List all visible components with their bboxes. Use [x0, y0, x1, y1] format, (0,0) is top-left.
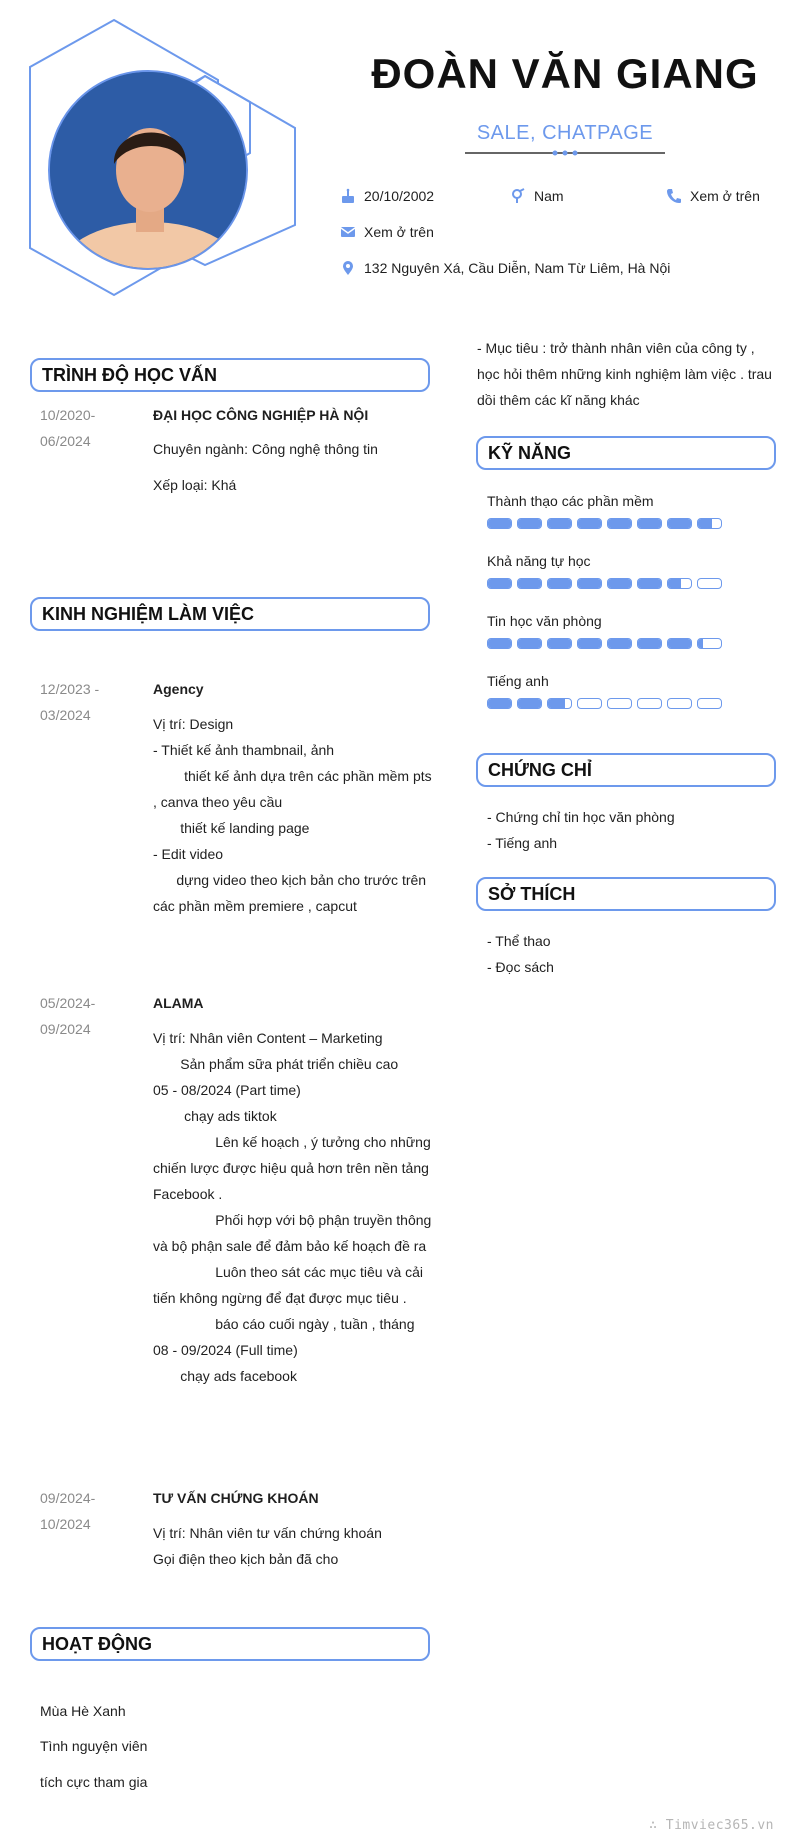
watermark: [649, 1818, 774, 1833]
skill-level-segment: [487, 698, 512, 709]
skill-level-segment: [667, 578, 692, 589]
job-line: Vị trí: Design: [153, 716, 234, 732]
title-underline: [465, 149, 665, 157]
skill-level-segment: [517, 638, 542, 649]
job-line: tiến không ngừng để đạt được mục tiêu .: [153, 1290, 407, 1306]
skill-level-segment: [577, 698, 602, 709]
job-line: Phối hợp với bộ phận truyền thông: [153, 1212, 432, 1228]
school-name: ĐẠI HỌC CÔNG NGHIỆP HÀ NỘI: [153, 407, 369, 423]
avatar: [48, 70, 248, 270]
skill-level-segment: [607, 698, 632, 709]
job-line: Vị trí: Nhân viên Content – Marketing: [153, 1030, 383, 1046]
job-line: báo cáo cuối ngày , tuần , tháng: [153, 1316, 415, 1332]
skill-level-segment: [697, 518, 722, 529]
skill-level-segment: [637, 518, 662, 529]
skill-level-segment: [637, 638, 662, 649]
job-line: Gọi điện theo kịch bản đã cho: [153, 1551, 339, 1567]
job-line: và bộ phận sale để đảm bảo kế hoạch đề ra: [153, 1238, 427, 1254]
job-line: 05 - 08/2024 (Part time): [153, 1082, 301, 1098]
skill-level-segment: [577, 518, 602, 529]
skills-heading: KỸ NĂNG: [476, 436, 776, 470]
job-line: Facebook .: [153, 1186, 223, 1202]
job-line: chạy ads tiktok: [153, 1108, 277, 1124]
skill-name: Khả năng tự học: [487, 553, 591, 569]
job-date-start: 09/2024-: [40, 1490, 96, 1506]
skill-level-bar: [487, 518, 722, 529]
skill-level-segment: [607, 638, 632, 649]
skill-level-segment: [487, 578, 512, 589]
certificate-item: - Chứng chỉ tin học văn phòng: [487, 809, 675, 825]
job-line: thiết kế ảnh dựa trên các phần mềm pts: [153, 768, 432, 784]
job-line: - Edit video: [153, 846, 224, 862]
job-line: Luôn theo sát các mục tiêu và cải: [153, 1264, 424, 1280]
skill-level-segment: [667, 518, 692, 529]
job-date-end: 10/2024: [40, 1516, 91, 1532]
job-date-end: 09/2024: [40, 1021, 91, 1037]
job-date-start: 12/2023 -: [40, 681, 100, 697]
skill-level-segment: [547, 638, 572, 649]
address-info: [340, 260, 670, 276]
skill-level-segment: [547, 578, 572, 589]
job-line: chiến lược được hiệu quả hơn trên nền tảng: [153, 1160, 429, 1176]
email-info: [340, 224, 434, 240]
activity-item: Mùa Hè Xanh: [40, 1703, 126, 1719]
skill-level-segment: [487, 638, 512, 649]
hobbies-heading: SỞ THÍCH: [476, 877, 776, 911]
birthday-value: 20/10/2002: [364, 188, 435, 204]
skill-level-segment: [487, 518, 512, 529]
job-title: SALE, CHATPAGE: [476, 122, 654, 144]
job-line: chạy ads facebook: [153, 1368, 297, 1384]
job-line: dựng video theo kịch bản cho trước trên: [153, 872, 427, 888]
skill-level-segment: [577, 578, 602, 589]
skill-level-segment: [637, 578, 662, 589]
skill-level-bar: [487, 578, 722, 589]
job-line: Vị trí: Nhân viên tư vấn chứng khoán: [153, 1525, 382, 1541]
location-pin-icon: [340, 260, 356, 276]
skill-level-segment: [697, 698, 722, 709]
job-line: 08 - 09/2024 (Full time): [153, 1342, 298, 1358]
skill-level-segment: [517, 698, 542, 709]
gender-info: [510, 188, 564, 204]
certificate-item: - Tiếng anh: [487, 835, 558, 851]
skill-level-segment: [607, 518, 632, 529]
phone-info: [666, 188, 760, 204]
experience-heading: KINH NGHIỆM LÀM VIỆC: [30, 597, 430, 631]
gender-icon: [510, 188, 526, 204]
job-company: ALAMA: [153, 995, 204, 1011]
skill-level-segment: [667, 698, 692, 709]
job-date-start: 05/2024-: [40, 995, 96, 1011]
hobby-item: - Thể thao: [487, 933, 551, 949]
logo-dots-icon: ∴: [649, 1818, 666, 1833]
activity-item: Tình nguyện viên: [40, 1738, 148, 1754]
career-objective: - Mục tiêu : trở thành nhân viên của công ty , học hỏi thêm những kinh nghiệm làm việc . trau dồi thêm các kĩ năng khác: [477, 340, 772, 408]
job-description: [153, 1025, 431, 1389]
skill-level-segment: [547, 698, 572, 709]
skill-level-segment: [667, 638, 692, 649]
skill-level-segment: [607, 578, 632, 589]
skill-name: Tin học văn phòng: [487, 613, 602, 629]
job-line: thiết kế landing page: [153, 820, 310, 836]
skill-level-bar: [487, 638, 722, 649]
skill-level-segment: [517, 518, 542, 529]
education-date-end: 06/2024: [40, 433, 91, 449]
job-date-end: 03/2024: [40, 707, 91, 723]
job-company: TƯ VẤN CHỨNG KHOÁN: [153, 1490, 319, 1506]
hobby-item: - Đọc sách: [487, 959, 554, 975]
education-heading: TRÌNH ĐỘ HỌC VẤN: [30, 358, 430, 392]
job-line: Lên kế hoạch , ý tưởng cho những: [153, 1134, 431, 1150]
skill-level-bar: [487, 698, 722, 709]
skill-level-segment: [547, 518, 572, 529]
activity-item: tích cực tham gia: [40, 1774, 148, 1790]
email-value: Xem ở trên: [364, 224, 434, 240]
job-description: [153, 1520, 382, 1572]
gender-value: Nam: [534, 188, 564, 204]
skill-level-segment: [697, 578, 722, 589]
skill-name: Tiếng anh: [487, 673, 549, 689]
candidate-name: ĐOÀN VĂN GIANG: [371, 50, 759, 97]
cake-icon: [340, 188, 356, 204]
phone-icon: [666, 188, 682, 204]
job-description: [153, 711, 432, 919]
education-major: Chuyên ngành: Công nghệ thông tin: [153, 441, 378, 457]
job-line: - Thiết kế ảnh thambnail, ảnh: [153, 742, 335, 758]
job-line: các phần mềm premiere , capcut: [153, 898, 357, 914]
skill-level-segment: [517, 578, 542, 589]
skill-level-segment: [697, 638, 722, 649]
skill-name: Thành thạo các phần mềm: [487, 493, 654, 509]
activities-heading: HOẠT ĐỘNG: [30, 1627, 430, 1661]
phone-value: Xem ở trên: [690, 188, 760, 204]
skill-level-segment: [577, 638, 602, 649]
watermark-text: Timviec365.vn: [665, 1818, 774, 1833]
job-line: , canva theo yêu cầu: [153, 794, 283, 810]
job-company: Agency: [153, 681, 204, 697]
certificates-heading: CHỨNG CHỈ: [476, 753, 776, 787]
education-grade: Xếp loại: Khá: [153, 477, 237, 493]
envelope-icon: [340, 224, 356, 240]
address-value: 132 Nguyên Xá, Cầu Diễn, Nam Từ Liêm, Hà Nội: [364, 260, 671, 276]
skill-level-segment: [637, 698, 662, 709]
birthday-info: [340, 188, 434, 204]
education-date-start: 10/2020-: [40, 407, 96, 423]
job-line: Sản phẩm sữa phát triển chiều cao: [153, 1056, 399, 1072]
